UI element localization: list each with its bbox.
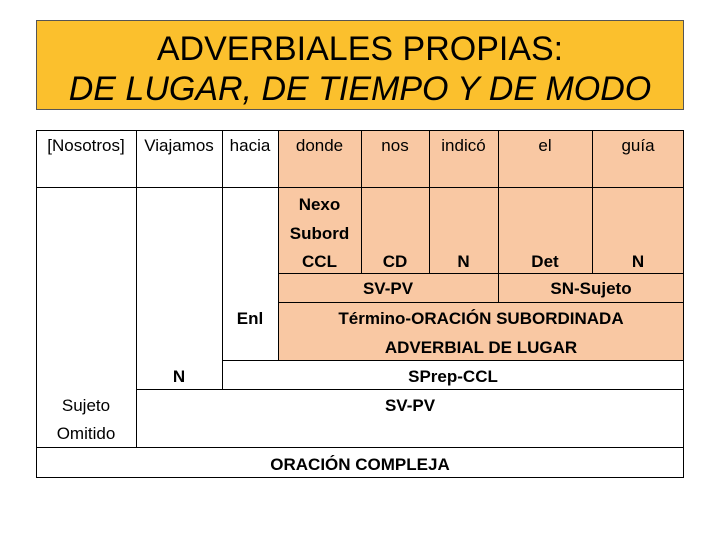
label-ccl-nexo: CCL — [302, 252, 337, 271]
row-divider — [36, 187, 684, 188]
title-banner — [36, 20, 684, 110]
label-subord: Subord — [289, 224, 350, 243]
title-line-1: ADVERBIALES PROPIAS: — [156, 30, 564, 68]
label-det: Det — [531, 252, 559, 271]
word-viajamos: Viajamos — [144, 136, 214, 155]
label-nexo: Nexo — [298, 195, 341, 214]
label-n-verb: N — [457, 252, 470, 271]
word-nos: nos — [381, 136, 409, 155]
title-line-2: DE LUGAR, DE TIEMPO Y DE MODO — [68, 70, 652, 108]
label-termino-2: ADVERBIAL DE LUGAR — [384, 338, 578, 357]
label-omitido: Omitido — [56, 424, 116, 443]
word-hacia: hacia — [229, 136, 271, 155]
label-sujeto: Sujeto — [61, 396, 111, 415]
word-guia: guía — [621, 136, 655, 155]
col-divider — [222, 130, 223, 389]
label-n-noun: N — [631, 252, 645, 271]
label-sv-pv-main: SV-PV — [384, 396, 436, 415]
label-sn-sujeto: SN-Sujeto — [550, 279, 632, 298]
label-cd: CD — [382, 252, 408, 271]
word-el: el — [538, 136, 552, 155]
label-n-main: N — [172, 367, 186, 386]
label-oracion-compleja: ORACIÓN COMPLEJA — [270, 455, 450, 474]
label-sprep-ccl: SPrep-CCL — [408, 367, 498, 386]
word-donde: donde — [295, 136, 344, 155]
word-indico: indicó — [441, 136, 486, 155]
label-termino-1: Término-ORACIÓN SUBORDINADA — [338, 309, 624, 328]
label-sv-pv-sub: SV-PV — [362, 279, 414, 298]
word-nosotros: [Nosotros] — [47, 136, 125, 155]
label-enl: Enl — [236, 309, 264, 328]
